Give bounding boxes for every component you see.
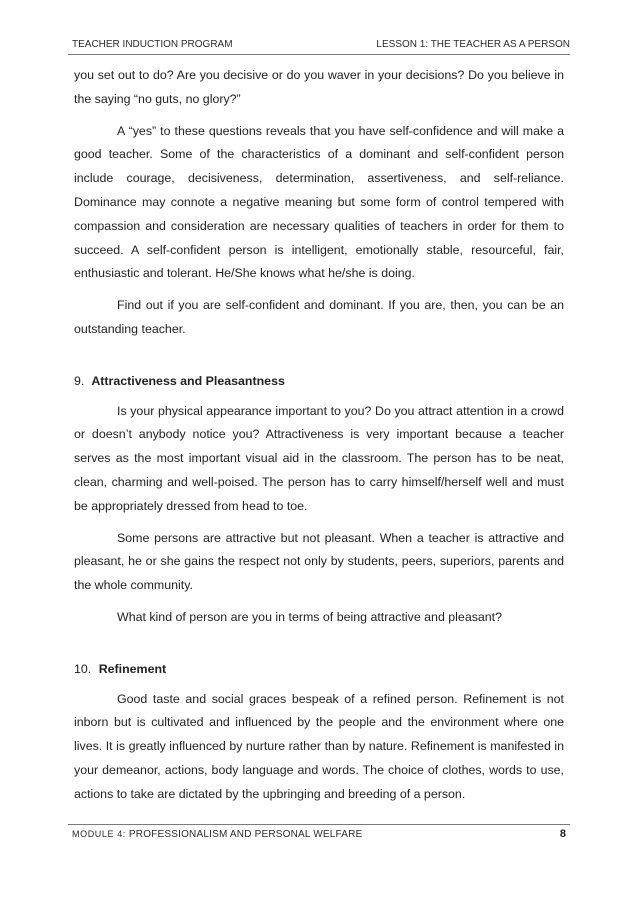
section-title: Refinement	[98, 661, 167, 676]
paragraph-attractiveness-1: Is your physical appearance important to you? Do you attract attention in a crowd or doesn’t anybody notice you? Attractiveness is very important because a teacher serves as the most important visual aid in the classroom. The person has to be neat, clean, charming and well-poised. The person has to carry himself/herself well and must be appropriately dressed from head to toe.	[74, 403, 564, 513]
header-lesson-title: LESSON 1: THE TEACHER AS A PERSON	[376, 39, 570, 50]
paragraph-attractiveness-3: What kind of person are you in terms of being attractive and pleasant?	[117, 609, 503, 624]
spacer	[74, 350, 564, 370]
header-program-title: TEACHER INDUCTION PROGRAM	[72, 39, 233, 50]
section-heading-attractiveness	[74, 370, 564, 394]
section-number: 9.	[74, 373, 85, 388]
paragraph-attractiveness-2: Some persons are attractive but not pleasant. When a teacher is attractive and pleasant, he or she gains the respect not only by students, peers, superiors, parents and the whole community.	[74, 530, 564, 593]
paragraph-find-out: Find out if you are self-confident and dominant. If you are, then, you can be an outstanding teacher.	[74, 298, 564, 336]
footer-module-title	[72, 829, 362, 840]
spacer	[74, 638, 564, 658]
paragraph-continued: you set out to do? Are you decisive or do you waver in your decisions? Do you believe in the saying “no guts, no glory?”	[74, 68, 564, 106]
footer-divider	[68, 824, 570, 825]
paragraph-refinement-1: Good taste and social graces bespeak of a refined person. Refinement is not inborn but is cultivated and influenced by the people and the environment where one lives. It is greatly influenced by nurture rather than by nature. Refinement is manifested in your demeanor, actions, body language and words. The choice of clothes, words to use, actions to take are dictated by the upbringing and breeding of a person.	[74, 691, 564, 801]
section-title: Attractiveness and Pleasantness	[91, 373, 285, 388]
paragraph-self-confidence: A “yes” to these questions reveals that you have self-confidence and will make a good teacher. Some of the characteristics of a dominant and self-confident person include courage, decisiveness, determination, assertiveness, and self-reliance. Dominance may connote a negative meaning but some form of control tempered with compassion and consideration are necessary qualities of teachers in order for them to succeed. A self-confident person is intelligent, emotionally stable, resourceful, fair, enthusiastic and tolerant. He/She knows what he/she is doing.	[74, 123, 564, 281]
header-divider	[68, 54, 570, 55]
footer-module-label: MODULE 4:	[72, 829, 126, 839]
section-heading-refinement	[74, 658, 564, 682]
section-number: 10.	[74, 661, 92, 676]
page-body	[74, 64, 564, 815]
page-number: 8	[559, 828, 566, 840]
footer-module-name: PROFESSIONALISM AND PERSONAL WELFARE	[128, 829, 363, 840]
